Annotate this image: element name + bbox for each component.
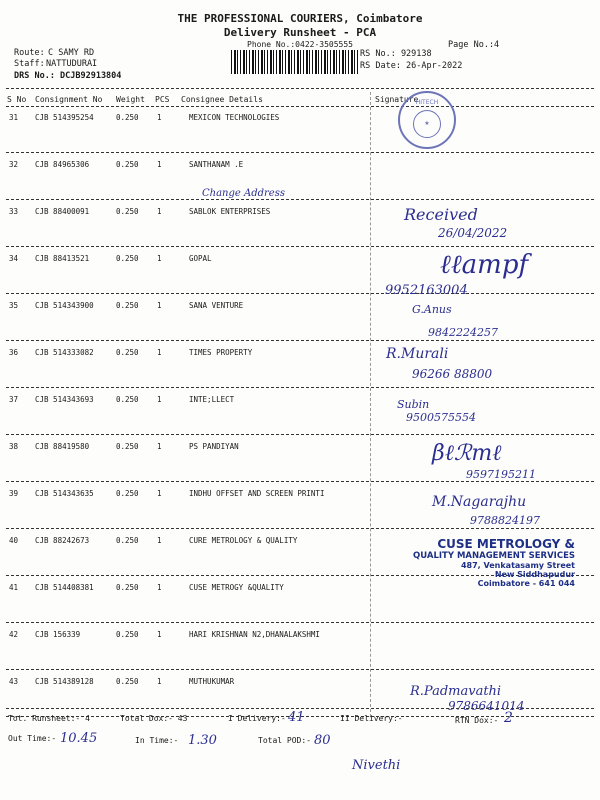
row-sno: 39 xyxy=(9,489,19,498)
company-rubber-stamp xyxy=(385,537,575,588)
handwriting-r33-signature: Received xyxy=(404,205,478,224)
handwriting-r33-date: 26/04/2022 xyxy=(438,226,508,240)
col-sno: S No xyxy=(7,95,27,104)
row-weight: 0.250 xyxy=(116,160,139,169)
handwriting-out-time: 10.45 xyxy=(60,731,98,746)
row-consignment-no: CJB 88242673 xyxy=(35,536,90,545)
handwriting-r35-signature: G.Anus xyxy=(412,303,452,316)
in-time-label: In Time:- xyxy=(135,736,179,745)
row-pcs: 1 xyxy=(157,536,162,545)
row-pcs: 1 xyxy=(157,395,162,404)
row-consignee: SABLOK ENTERPRISES xyxy=(189,207,271,216)
row-weight: 0.250 xyxy=(116,301,139,310)
table-row xyxy=(0,348,600,392)
handwriting-r43-signature: R.Padmavathi xyxy=(410,684,502,699)
row-consignee: MEXICON TECHNOLOGIES xyxy=(189,113,280,122)
handwriting-r38-signature: βℓℛmℓ xyxy=(432,441,502,466)
barcode xyxy=(231,50,359,74)
i-delivery-label: I Delivery:- xyxy=(228,714,286,723)
table-row xyxy=(0,583,600,627)
row-consignee: SANTHANAM .E xyxy=(189,160,244,169)
row-consignee: SANA VENTURE xyxy=(189,301,244,310)
row-consignment-no: CJB 156339 xyxy=(35,630,81,639)
row-divider xyxy=(6,246,594,247)
header-divider xyxy=(6,88,594,89)
row-sno: 38 xyxy=(9,442,19,451)
row-weight: 0.250 xyxy=(116,677,139,686)
row-divider xyxy=(6,669,594,670)
row-pcs: 1 xyxy=(157,301,162,310)
row-divider xyxy=(6,622,594,623)
rs-number: RS No.: 929138 xyxy=(360,49,432,59)
row-consignee: HARI KRISHNAN N2,DHANALAKSHMI xyxy=(189,630,320,639)
col-signature: Signature xyxy=(375,95,419,104)
row-consignee: PS PANDIYAN xyxy=(189,442,239,451)
row-sno: 33 xyxy=(9,207,19,216)
footer-divider xyxy=(6,708,594,709)
row-consignment-no: CJB 514389128 xyxy=(35,677,94,686)
handwriting-footer-signature: Nivethi xyxy=(352,758,401,773)
row-pcs: 1 xyxy=(157,442,162,451)
stamp-address-3: Coimbatore - 641 044 xyxy=(477,579,575,588)
col-consignee: Consignee Details xyxy=(181,95,263,104)
col-pcs: PCS xyxy=(155,95,170,104)
row-consignment-no: CJB 514343635 xyxy=(35,489,94,498)
row-sno: 40 xyxy=(9,536,19,545)
row-weight: 0.250 xyxy=(116,442,139,451)
row-sno: 32 xyxy=(9,160,19,169)
row-consignee: INTE;LLECT xyxy=(189,395,235,404)
handwriting-r37-signature: Subin xyxy=(397,398,430,411)
handwriting-r34-signature: ℓℓampf xyxy=(440,250,529,280)
row-pcs: 1 xyxy=(157,113,162,122)
row-divider xyxy=(6,481,594,482)
total-pod-label: Total POD:- xyxy=(258,736,311,745)
stamp-address-1: 487, Venkatasamy Street xyxy=(460,561,575,570)
rs-date: RS Date: 26-Apr-2022 xyxy=(360,61,463,71)
handwriting-r43-phone: 9786641014 xyxy=(448,699,525,713)
rtn-dox-label: RTN Dox:- xyxy=(455,716,499,725)
row-weight: 0.250 xyxy=(116,207,139,216)
table-row xyxy=(0,395,600,439)
row-consignment-no: CJB 514408381 xyxy=(35,583,94,592)
hitech-seal: HITECH ★ xyxy=(398,91,456,149)
handwriting-r39-signature: M.Nagarajhu xyxy=(432,494,527,510)
row-weight: 0.250 xyxy=(116,583,139,592)
table-row xyxy=(0,113,600,157)
handwriting-r39-phone: 9788824197 xyxy=(470,514,540,527)
route-value: C SAMY RD xyxy=(48,48,95,58)
row-weight: 0.250 xyxy=(116,630,139,639)
row-consignee: CUSE METROGY &QUALITY xyxy=(189,583,284,592)
row-sno: 43 xyxy=(9,677,19,686)
row-pcs: 1 xyxy=(157,207,162,216)
handwriting-total-pod: 80 xyxy=(314,733,331,748)
row-divider xyxy=(6,152,594,153)
row-weight: 0.250 xyxy=(116,348,139,357)
row-sno: 41 xyxy=(9,583,19,592)
handwriting-r36-signature: R.Murali xyxy=(386,346,449,362)
handwriting-r37-phone: 9500575554 xyxy=(406,411,476,424)
column-divider xyxy=(6,106,594,107)
row-divider xyxy=(6,293,594,294)
row-divider xyxy=(6,434,594,435)
row-pcs: 1 xyxy=(157,254,162,263)
handwriting-in-time: 1.30 xyxy=(188,733,217,748)
row-consignee: GOPAL xyxy=(189,254,212,263)
row-divider xyxy=(6,340,594,341)
row-pcs: 1 xyxy=(157,630,162,639)
row-consignment-no: CJB 514343693 xyxy=(35,395,94,404)
row-divider xyxy=(6,528,594,529)
row-pcs: 1 xyxy=(157,583,162,592)
drs-value: DCJB92913804 xyxy=(60,71,122,81)
row-pcs: 1 xyxy=(157,160,162,169)
row-weight: 0.250 xyxy=(116,536,139,545)
table-row xyxy=(0,160,600,204)
row-weight: 0.250 xyxy=(116,254,139,263)
handwriting-r38-phone: 9597195211 xyxy=(466,468,536,481)
stamp-company-subtitle: QUALITY MANAGEMENT SERVICES xyxy=(413,551,575,561)
row-consignment-no: CJB 88413521 xyxy=(35,254,90,263)
total-runsheet: Tot. Runsheet:- 4 xyxy=(8,714,90,723)
row-sno: 34 xyxy=(9,254,19,263)
table-row xyxy=(0,630,600,674)
row-consignment-no: CJB 88400091 xyxy=(35,207,90,216)
row-consignee: MUTHUKUMAR xyxy=(189,677,235,686)
table-row xyxy=(0,207,600,251)
total-dox: Total Dox:- 43 xyxy=(120,714,188,723)
staff-label: Staff: xyxy=(14,59,45,69)
phone-number: Phone No.:0422-3505555 xyxy=(247,40,353,49)
row-divider xyxy=(6,199,594,200)
row-sno: 36 xyxy=(9,348,19,357)
row-consignment-no: CJB 88419580 xyxy=(35,442,90,451)
row-sno: 35 xyxy=(9,301,19,310)
row-weight: 0.250 xyxy=(116,395,139,404)
col-weight: Weight xyxy=(116,95,145,104)
row-divider xyxy=(6,387,594,388)
handwriting-r34-phone: 9952163004 xyxy=(385,283,468,298)
row-consignee: INDHU OFFSET AND SCREEN PRINTI xyxy=(189,489,325,498)
row-consignment-no: CJB 514333082 xyxy=(35,348,94,357)
row-consignment-no: CJB 514343900 xyxy=(35,301,94,310)
handwriting-rtn-dox: 2 xyxy=(504,710,513,726)
sheet-title: Delivery Runsheet - PCA xyxy=(223,26,377,39)
row-consignee: TIMES PROPERTY xyxy=(189,348,253,357)
row-sno: 37 xyxy=(9,395,19,404)
row-weight: 0.250 xyxy=(116,489,139,498)
route-label: Route: xyxy=(14,48,45,58)
handwriting-r32-note: Change Address xyxy=(202,188,285,199)
row-pcs: 1 xyxy=(157,677,162,686)
handwriting-i-delivery: 41 xyxy=(288,710,305,725)
row-sno: 42 xyxy=(9,630,19,639)
drs-label: DRS No.: xyxy=(14,71,55,81)
row-pcs: 1 xyxy=(157,489,162,498)
page-number: Page No.:4 xyxy=(448,40,500,50)
row-weight: 0.250 xyxy=(116,113,139,122)
row-consignee: CURE METROLOGY & QUALITY xyxy=(189,536,298,545)
row-pcs: 1 xyxy=(157,348,162,357)
stamp-company-name: CUSE METROLOGY & xyxy=(437,537,575,551)
handwriting-r36-phone: 96266 88800 xyxy=(412,367,493,381)
stamp-address-2: New Siddhapudur xyxy=(494,570,575,579)
row-consignment-no: CJB 514395254 xyxy=(35,113,94,122)
staff-value: NATTUDURAI xyxy=(46,59,98,69)
col-consignment: Consignment No xyxy=(35,95,103,104)
row-sno: 31 xyxy=(9,113,19,122)
company-title: THE PROFESSIONAL COURIERS, Coimbatore xyxy=(177,12,423,25)
out-time-label: Out Time:- xyxy=(8,734,57,743)
handwriting-r35-phone: 9842224257 xyxy=(428,326,498,339)
row-consignment-no: CJB 84965306 xyxy=(35,160,90,169)
ii-delivery-label: II Delivery:- xyxy=(340,714,403,723)
table-row xyxy=(0,301,600,345)
